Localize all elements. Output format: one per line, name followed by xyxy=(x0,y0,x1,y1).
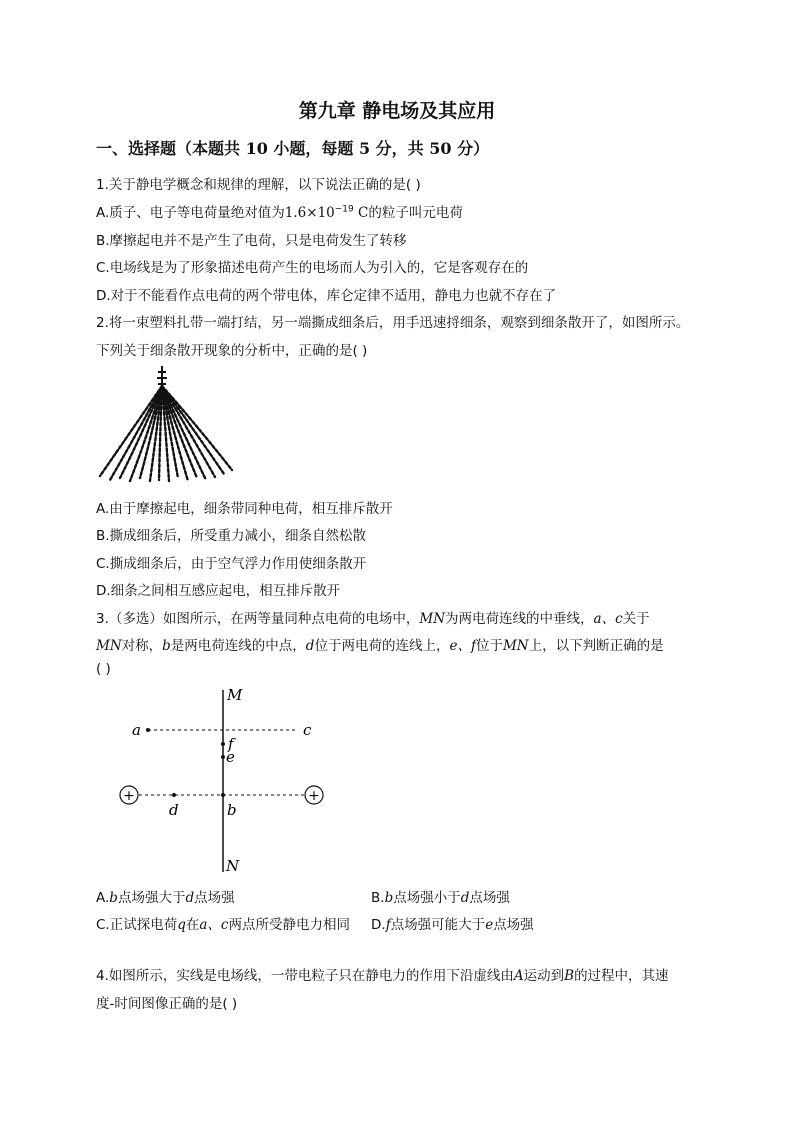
spread-strips xyxy=(100,386,232,481)
q2-option-c: C.撕成细条后，由于空气浮力作用使细条散开 xyxy=(96,556,367,572)
q2-option-b: B.撕成细条后，所受重力减小，细条自然松散 xyxy=(96,528,367,544)
q2-stem-line2: 下列关于细条散开现象的分析中，正确的是( ) xyxy=(96,343,368,359)
label-b: b xyxy=(227,801,237,819)
q1-stem: 1.关于静电学概念和规律的理解，以下说法正确的是( ) xyxy=(96,177,421,193)
q3-option-d: D.f点场强可能大于e点场强 xyxy=(371,917,534,933)
point-a-dot xyxy=(146,728,150,732)
strip-knot xyxy=(157,366,167,386)
q3-option-c: C.正试探电荷q在a、c两点所受静电力相同 xyxy=(96,917,350,933)
label-d: d xyxy=(169,801,179,819)
page-title: 第九章 静电场及其应用 xyxy=(298,100,496,122)
q3-stem-line3: ( ) xyxy=(96,661,111,677)
q2-figure-plastic-strips xyxy=(96,364,236,486)
point-b-dot xyxy=(221,793,225,797)
q2-option-a: A.由于摩擦起电，细条带同种电荷，相互排斥散开 xyxy=(96,501,393,517)
section-heading: 一、选择题（本题共 10 小题，每题 5 分，共 50 分） xyxy=(96,139,490,158)
label-e: e xyxy=(226,748,235,766)
q3-option-b: B.b点场强小于d点场强 xyxy=(371,890,510,906)
q4-stem-line1: 4.如图所示，实线是电场线，一带电粒子只在静电力的作用下沿虚线由A运动到B的过程中，其速 xyxy=(96,968,669,984)
q2-option-d: D.细条之间相互感应起电，相互排斥散开 xyxy=(96,583,341,599)
right-charge-plus: + xyxy=(308,788,320,804)
q3-stem-line2: MN对称，b是两电荷连线的中点，d位于两电荷的连线上，e、f位于MN上，以下判断正确的是 xyxy=(96,638,664,654)
q1-option-c: C.电场线是为了形象描述电荷产生的电场而人为引入的，它是客观存在的 xyxy=(96,260,529,276)
point-e-dot xyxy=(221,755,225,759)
q1-option-d: D.对于不能看作点电荷的两个带电体，库仑定律不适用，静电力也就不存在了 xyxy=(96,288,557,304)
q3-stem-line1: 3.（多选）如图所示，在两等量同种点电荷的电场中，MN为两电荷连线的中垂线，a、c关于 xyxy=(96,611,650,627)
label-M: M xyxy=(227,686,243,704)
q3-figure-charges xyxy=(110,682,340,878)
label-N: N xyxy=(226,857,240,875)
label-f: f xyxy=(228,735,234,753)
q1-option-b: B.摩擦起电并不是产生了电荷，只是电荷发生了转移 xyxy=(96,233,407,249)
q3-option-a: A.b点场强大于d点场强 xyxy=(96,890,235,906)
q4-stem-line2: 度-时间图像正确的是( ) xyxy=(96,996,238,1012)
point-d-dot xyxy=(172,793,176,797)
point-f-dot xyxy=(221,742,225,746)
label-c: c xyxy=(303,721,312,739)
left-charge-plus: + xyxy=(123,788,135,804)
label-a: a xyxy=(132,721,141,739)
q1-option-a: A.质子、电子等电荷量绝对值为$1.6\times 10^{-19}$ C的粒子叫元电荷 xyxy=(96,204,463,221)
q2-stem-line1: 2.将一束塑料扎带一端打结，另一端撕成细条后，用手迅速捋细条，观察到细条散开了，如图所示。 xyxy=(96,315,690,331)
